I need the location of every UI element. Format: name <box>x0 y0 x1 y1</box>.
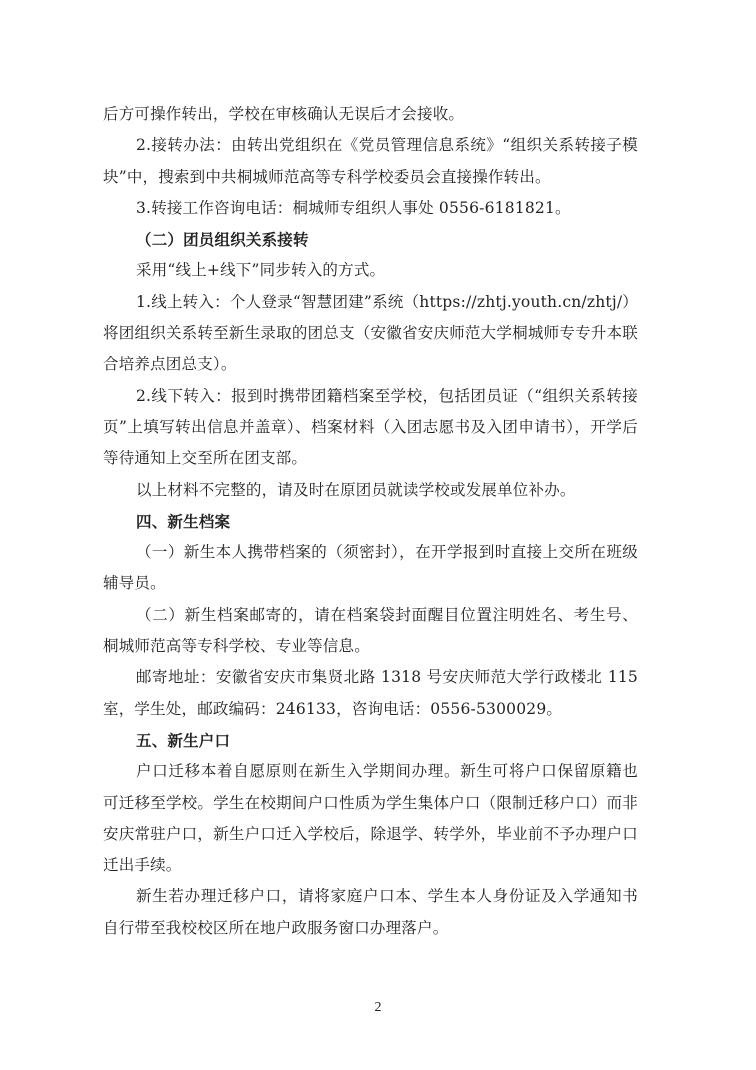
heading-student-archives: 四、新生档案 <box>136 511 231 531</box>
paragraph-archives-mail: （二）新生档案邮寄的，请在档案袋封面醒目位置注明姓名、考生号、桐城师范高等专科学校、专业等信息。 <box>103 605 638 656</box>
paragraph-offline-transfer: 2.线下转入：报到时携带团籍档案至学校，包括团员证（“组织关系转接页”上填写转出信息并盖章）、档案材料（入团志愿书及入团申请书），开学后等待通知上交至所在团支部。 <box>103 386 638 468</box>
heading-league-transfer: （二）团员组织关系接转 <box>136 230 309 250</box>
page-number: 2 <box>374 1000 382 1015</box>
paragraph-transfer-mode: 采用“线上+线下”同步转入的方式。 <box>136 261 386 280</box>
paragraph-transfer-method: 2.接转办法：由转出党组织在《党员管理信息系统》“组织关系转接子模块”中，搜索到中共桐城师范高等专科学校委员会直接操作转出。 <box>103 136 638 186</box>
paragraph-household-procedure: 新生若办理迁移户口，请将家庭户口本、学生本人身份证及入学通知书自行带至我校校区所在地户政服务窗口办理落户。 <box>103 887 638 937</box>
paragraph-incomplete-materials: 以上材料不完整的，请及时在原团员就读学校或发展单位补办。 <box>136 480 576 499</box>
heading-household-registration: 五、新生户口 <box>136 730 231 750</box>
paragraph-household-policy: 户口迁移本着自愿原则在新生入学期间办理。新生可将户口保留原籍也可迁移至学校。学生在校期间户口性质为学生集体户口（限制迁移户口）而非安庆常驻户口，新生户口迁入学校后，除退学、转学外，毕业前不予办理户口迁出手续。 <box>103 762 638 875</box>
paragraph-consult-phone: 3.转接工作咨询电话：桐城师专组织人事处 0556-6181821。 <box>136 198 571 217</box>
paragraph-online-transfer: 1.线上转入：个人登录“智慧团建”系统（https://zhtj.youth.cn/zhtj/）将团组织关系转至新生录取的团总支（安徽省安庆师范大学桐城师专专升本联合培养点团总支）。 <box>103 292 638 374</box>
paragraph-archives-carry: （一）新生本人携带档案的（须密封），在开学报到时直接上交所在班级辅导员。 <box>103 543 638 593</box>
paragraph-mailing-address: 邮寄地址：安徽省安庆市集贤北路 1318 号安庆师范大学行政楼北 115 室，学生处，邮政编码：246133，咨询电话：0556-5300029。 <box>103 668 638 718</box>
document-body <box>103 99 638 944</box>
paragraph-continuation: 后方可操作转出，学校在审核确认无误后才会接收。 <box>103 105 465 123</box>
